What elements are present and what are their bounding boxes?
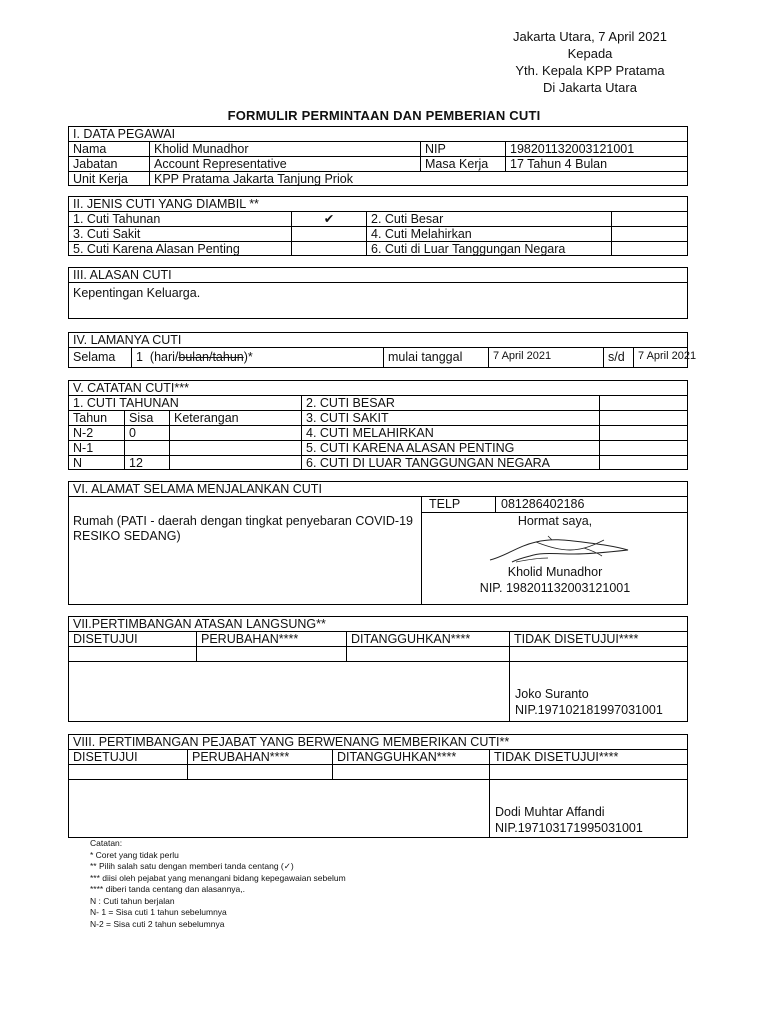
option-cuti-tahunan: 1. Cuti Tahunan [73, 212, 161, 226]
decision-cell [69, 765, 187, 779]
official-nip: NIP.197103171995031001 [495, 821, 643, 835]
option-cuti-alasan-penting: 5. Cuti Karena Alasan Penting [73, 242, 240, 256]
phone-number: 081286402186 [501, 497, 585, 511]
col-disetujui: DISETUJUI [73, 750, 138, 764]
leave-type: 5. CUTI KARENA ALASAN PENTING [301, 441, 599, 455]
option-cuti-luar-tanggungan: 6. Cuti di Luar Tanggungan Negara [366, 242, 611, 256]
label-telp: TELP [429, 497, 461, 511]
address-text: Rumah (PATI - daerah dengan tingkat penyebaran COVID-19 RESIKO SEDANG) [73, 514, 414, 543]
label-sd: s/d [603, 348, 633, 368]
note-line: Catatan: [90, 838, 123, 848]
label-unit-kerja: Unit Kerja [73, 172, 128, 186]
applicant-nip: NIP. 198201132003121001 [479, 581, 631, 595]
decision-cell [509, 647, 687, 661]
value-nama: Kholid Munadhor [149, 142, 420, 156]
section-jenis-cuti [68, 196, 688, 256]
year-cell: N [73, 456, 83, 470]
section-lamanya-cuti [68, 332, 697, 368]
decision-cell [346, 647, 509, 661]
remaining-cell: 0 [124, 426, 169, 440]
section-heading: IV. LAMANYA CUTI [73, 333, 182, 347]
leave-note-cell [599, 441, 687, 455]
decision-cell [332, 765, 489, 779]
duration-number: 1 [136, 350, 143, 364]
official-name: Dodi Muhtar Affandi [495, 805, 605, 819]
label-nip: NIP [420, 142, 505, 156]
leave-type: 6. CUTI DI LUAR TANGGUNGAN NEGARA [301, 456, 599, 470]
table-row [69, 440, 687, 455]
duration-unit-close: )* [243, 350, 253, 364]
addressee-to: Kepada [567, 46, 613, 61]
section-heading: VI. ALAMAT SELAMA MENJALANKAN CUTI [73, 482, 322, 496]
section-heading: I. DATA PEGAWAI [73, 127, 176, 141]
applicant-name: Kholid Munadhor [507, 565, 603, 579]
letter-header [470, 28, 710, 96]
label-selama: Selama [73, 350, 116, 364]
note-line: *** diisi oleh pejabat yang menangani bidang kepegawaian sebelum [90, 872, 346, 883]
footnotes [90, 838, 346, 930]
duration-value [131, 348, 383, 368]
value-unit-kerja: KPP Pratama Jakarta Tanjung Priok [149, 172, 420, 186]
note-line: * Coret yang tidak perlu [90, 849, 179, 860]
table-row [69, 410, 687, 425]
decision-cell [69, 647, 196, 661]
option-cuti-sakit: 3. Cuti Sakit [73, 227, 141, 241]
check-cell [611, 227, 687, 241]
label-nama: Nama [73, 142, 107, 156]
table-row [69, 171, 687, 186]
table-row [69, 211, 687, 226]
col-ditangguhkan: DITANGGUHKAN**** [346, 632, 509, 646]
remark-cell [169, 426, 301, 440]
reason-row [69, 282, 687, 319]
table-row [69, 347, 697, 368]
section-data-pegawai [68, 126, 688, 186]
place-date: Jakarta Utara, 7 April 2021 [513, 29, 667, 44]
check-mark: ✔ [291, 212, 366, 226]
table-row [69, 141, 687, 156]
remark-cell [169, 441, 301, 455]
section-heading: II. JENIS CUTI YANG DIAMBIL ** [73, 197, 259, 211]
section-heading: III. ALASAN CUTI [73, 268, 172, 282]
table-row [69, 425, 687, 440]
remark-cell [169, 456, 301, 470]
leave-note-cell [599, 456, 687, 470]
note-line: N- 1 = Sisa cuti 1 tahun sebelumnya [90, 907, 227, 917]
note-line: ** Pilih salah satu dengan memberi tanda centang (✓) [90, 861, 294, 871]
note-line: N : Cuti tahun berjalan [90, 895, 175, 906]
label-masa-kerja: Masa Kerja [420, 157, 505, 171]
decision-cell [489, 765, 687, 779]
leave-type: 3. CUTI SAKIT [301, 411, 599, 425]
col-sisa: Sisa [124, 411, 169, 425]
signature-image [486, 532, 632, 568]
col-keterangan: Keterangan [169, 411, 301, 425]
section-heading: V. CATATAN CUTI*** [73, 381, 189, 395]
check-cell [291, 242, 366, 256]
supervisor-nip: NIP.197102181997031001 [515, 703, 663, 717]
duration-unit-struck: bulan/tahun [178, 350, 244, 364]
section-pejabat-berwenang [68, 734, 688, 838]
form-title: FORMULIR PERMINTAAN DAN PEMBERIAN CUTI [227, 108, 541, 123]
table-row [69, 156, 687, 171]
value-nip: 198201132003121001 [505, 142, 687, 156]
year-cell: N-1 [73, 441, 94, 455]
table-row [69, 749, 687, 764]
decision-cell [187, 765, 332, 779]
leave-note-cell [599, 426, 687, 440]
table-row [69, 646, 687, 661]
addressee-recipient: Yth. Kepala KPP Pratama [515, 63, 665, 78]
duration-unit-open: (hari/ [149, 350, 179, 364]
col-ditangguhkan: DITANGGUHKAN**** [332, 750, 489, 764]
table-row [69, 631, 687, 646]
value-masa-kerja: 17 Tahun 4 Bulan [505, 157, 687, 171]
note-line: N-2 = Sisa cuti 2 tahun sebelumnya [90, 918, 225, 929]
year-cell: N-2 [73, 426, 94, 440]
table-row [69, 241, 687, 256]
section-heading: VIII. PERTIMBANGAN PEJABAT YANG BERWENANG MEMBERIKAN CUTI** [73, 735, 510, 749]
decision-cell [196, 647, 346, 661]
table-row [69, 455, 687, 470]
label-jabatan: Jabatan [73, 157, 118, 171]
supervisor-name: Joko Suranto [515, 687, 589, 701]
col-tidak-disetujui: TIDAK DISETUJUI**** [489, 750, 687, 764]
check-cell [291, 227, 366, 241]
leave-type: 4. CUTI MELAHIRKAN [301, 426, 599, 440]
end-date: 7 April 2021 [633, 348, 687, 368]
table-row [69, 395, 687, 410]
reason-text: Kepentingan Keluarga. [73, 286, 201, 300]
leave-note-cell [599, 396, 687, 410]
col-tidak-disetujui: TIDAK DISETUJUI**** [509, 632, 687, 646]
leave-note-cell [599, 411, 687, 425]
check-cell [611, 242, 687, 256]
col-disetujui: DISETUJUI [73, 632, 138, 646]
remaining-cell [124, 441, 169, 455]
table-row [69, 226, 687, 241]
section-alasan-cuti [68, 267, 688, 319]
check-cell [611, 212, 687, 226]
start-date: 7 April 2021 [488, 348, 603, 368]
leave-type: 2. CUTI BESAR [301, 396, 599, 410]
section-catatan-cuti [68, 380, 688, 470]
section-heading: VII.PERTIMBANGAN ATASAN LANGSUNG** [73, 617, 326, 631]
annual-leave-header: 1. CUTI TAHUNAN [73, 396, 179, 410]
addressee-location: Di Jakarta Utara [543, 80, 637, 95]
option-cuti-besar: 2. Cuti Besar [366, 212, 611, 226]
remaining-cell: 12 [124, 456, 169, 470]
note-line: **** diberi tanda centang dan alasannya,. [90, 884, 246, 894]
value-jabatan: Account Representative [149, 157, 420, 171]
regards-text: Hormat saya, [517, 514, 593, 528]
section-atasan-langsung [68, 616, 688, 722]
label-mulai-tanggal: mulai tanggal [383, 348, 488, 368]
col-perubahan: PERUBAHAN**** [196, 632, 346, 646]
col-perubahan: PERUBAHAN**** [187, 750, 332, 764]
table-row [69, 764, 687, 779]
option-cuti-melahirkan: 4. Cuti Melahirkan [366, 227, 611, 241]
col-tahun: Tahun [73, 411, 108, 425]
